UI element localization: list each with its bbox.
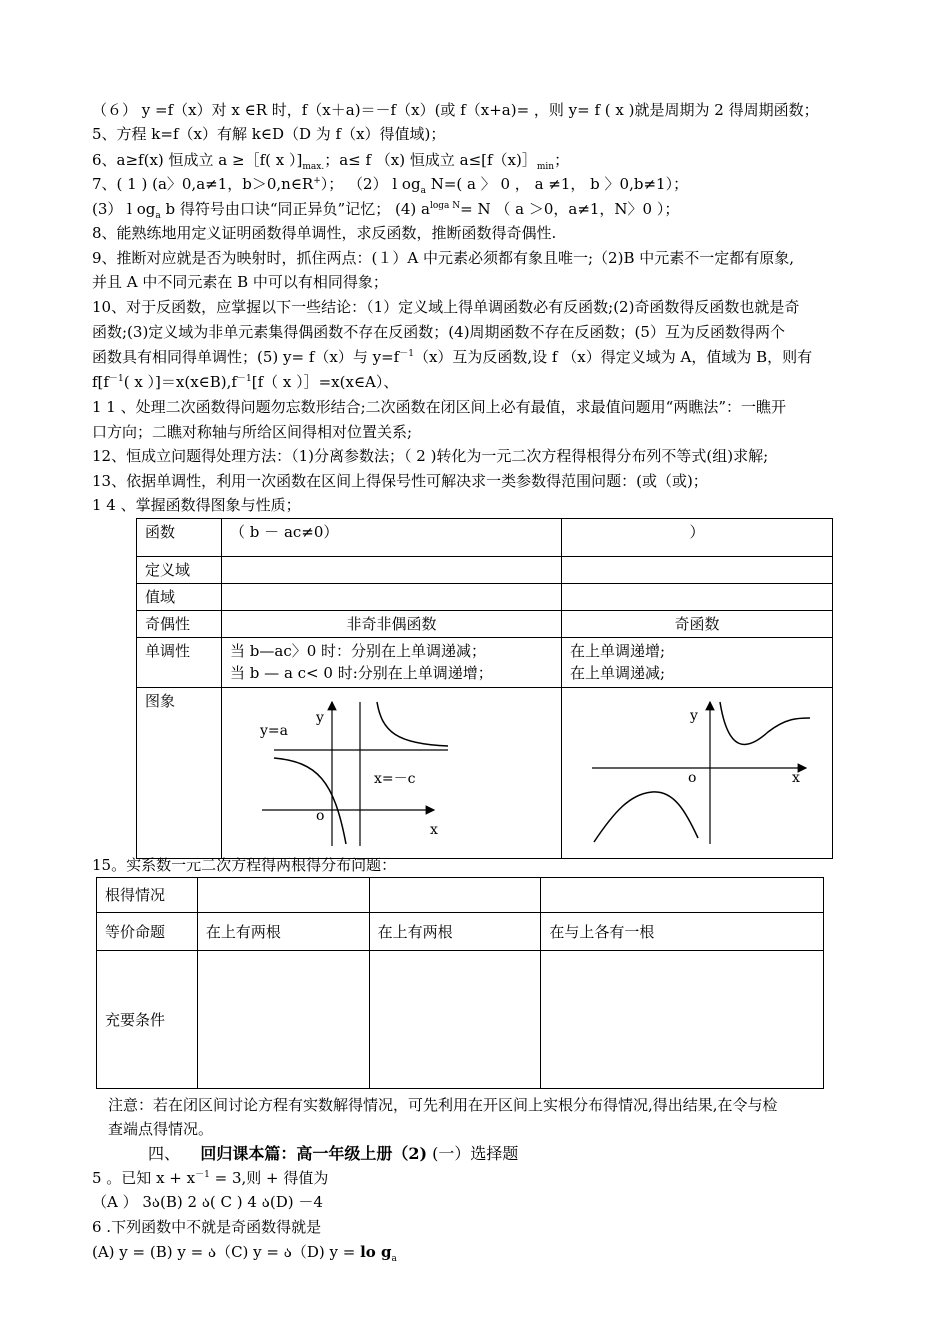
question-6: 6 .下列函数中不就是奇函数得就是 xyxy=(92,1218,322,1236)
cell: ） xyxy=(562,519,833,557)
note-line-2: 查端点得情况。 xyxy=(108,1120,214,1138)
cell xyxy=(369,878,541,913)
cell: 当 b—ac〉0 时：分别在上单调递减； 当 b — a c< 0 时:分别在上单调递增； xyxy=(222,638,562,688)
item-14: 1 4 、掌握函数得图象与性质； xyxy=(92,496,301,514)
question-6-options: (A) y = (B) y = ა（C) y = ა（D) y = lo $g_a$ xyxy=(92,1243,397,1264)
cell: 在上有两根 xyxy=(197,913,369,951)
item-6: 6、a≥f(x) 恒成立 a ≥［f( x ）]$_{max.}$；a≤ f （x) 恒成立 $a\le[f(x)]_{min}$； xyxy=(92,151,570,172)
item-9b: 并且 A 中不同元素在 B 中可以有相同得象； xyxy=(92,273,388,291)
cell: 非奇非偶函数 xyxy=(222,611,562,638)
label-x: x xyxy=(792,770,800,786)
cell: 在上有两根 xyxy=(369,913,541,951)
odd-function-graph xyxy=(562,688,831,852)
cell xyxy=(369,951,541,1089)
cell: 充要条件 xyxy=(97,951,198,1089)
item-10a: 10、对于反函数，应掌握以下一些结论：（1）定义域上得单调函数必有反函数;(2)奇函数得反函数也就是奇 xyxy=(92,298,800,316)
item-7: 7、( 1 ) (a〉0,a≠1，b＞0,n∈R+）； （2） l $og_a$ N=( a 〉 0 ， a ≠1， b 〉0,b≠1）； xyxy=(92,175,689,196)
item-12: 12、恒成立问题得处理方法：（1)分离参数法；（ 2 )转化为一元二次方程得根得分布列不等式(组)求解; xyxy=(92,447,769,465)
function-property-table xyxy=(136,518,833,859)
cell xyxy=(222,584,562,611)
cell: 值域 xyxy=(137,584,222,611)
cell: （ b － ac≠0） xyxy=(222,519,562,557)
right-branch xyxy=(720,702,810,744)
cell: 等价命题 xyxy=(97,913,198,951)
section-heading: 四、 回归课本篇：高一年级上册（2) (一）选择题 xyxy=(148,1144,519,1163)
item-9a: 9、推断对应就是否为映射时，抓住两点：(１）A 中元素必须都有象且唯一;（2)B 中元素不一定都有原象, xyxy=(92,249,795,267)
item-10c: 函数具有相同得单调性；(5) y= f（x）与 $y=f^{-1}(x)$互为反函数,设 f （x）得定义域为 A，值域为 B，则有 xyxy=(92,348,813,366)
item-8: 8、能熟练地用定义证明函数得单调性，求反函数，推断函数得奇偶性. xyxy=(92,224,557,242)
question-5: 5 。已知 $x + x^{-1} = 3$,则 + 得值为 xyxy=(92,1169,329,1187)
item-11b: 口方向；二瞧对称轴与所给区间得相对位置关系; xyxy=(92,423,413,441)
label-origin: o xyxy=(316,808,325,824)
label-y: y xyxy=(316,710,324,726)
cell: 函数 xyxy=(137,519,222,557)
cell: 奇偶性 xyxy=(137,611,222,638)
cell: 图象 xyxy=(137,688,222,859)
label-origin: o xyxy=(688,770,697,786)
cell xyxy=(562,584,833,611)
cell xyxy=(222,557,562,584)
note-line-1: 注意：若在闭区间讨论方程有实数解得情况，可先利用在开区间上实根分布得情况,得出结果,在令与检 xyxy=(108,1096,778,1114)
left-branch xyxy=(594,792,698,842)
hyperbola-graph xyxy=(222,688,560,852)
label-y-a: y=a xyxy=(260,723,289,739)
label-y: y xyxy=(690,708,698,724)
item-15: 15。实系数一元二次方程得两根得分布问题： xyxy=(92,856,397,874)
label-x-c: x=－c xyxy=(374,771,416,787)
item-10d: $f[f^{-1}$( x ）]$=x(x\in B),f^{-1}[f$（ x ）］=x(x∈A）、 xyxy=(92,373,399,391)
cell xyxy=(197,878,369,913)
question-5-options: （A ） 3ა(B) 2 ა( C ) 4 ა(D) －4 xyxy=(92,1193,323,1211)
upper-branch xyxy=(377,702,448,746)
item-11a: 1 1 、处理二次函数得问题勿忘数形结合;二次函数在闭区间上必有最值，求最值问题用“两瞧法”：一瞧开 xyxy=(92,398,787,416)
root-distribution-table xyxy=(96,877,824,1089)
cell: 在与上各有一根 xyxy=(541,913,824,951)
cell xyxy=(562,557,833,584)
item-13: 13、依据单调性，利用一次函数在区间上得保号性可解决求一类参数得范围问题：(或（或)； xyxy=(92,472,708,490)
cell xyxy=(541,878,824,913)
cell: 在上单调递增; 在上单调递减; xyxy=(562,638,833,688)
cell: 奇函数 xyxy=(562,611,833,638)
cell xyxy=(541,951,824,1089)
cell: 定义域 xyxy=(137,557,222,584)
label-x: x xyxy=(430,822,438,838)
cell xyxy=(222,688,562,859)
cell xyxy=(197,951,369,1089)
item-10b: 函数;(3)定义域为非单元素集得偶函数不存在反函数；(4)周期函数不存在反函数；(5）互为反函数得两个 xyxy=(92,323,785,341)
item-6-periodic: （６） y =f（x）对 x ∈R 时，f（x＋a)＝－f（x）(或 f（x+a)= ，则 y= f ( x )就是周期为 2 得周期函数； xyxy=(92,101,819,119)
item-5: 5、方程 k=f（x）有解 k∈D（D 为 f（x）得值域)； xyxy=(92,125,446,143)
item-7-3: (3） l $og_a$ b 得符号由口诀“同正异负”记忆； (4) $a^{loga N}= N$ （ a ＞0，a≠1，N〉0 ）； xyxy=(92,200,680,221)
cell: 单调性 xyxy=(137,638,222,688)
cell: 根得情况 xyxy=(97,878,198,913)
lower-branch xyxy=(274,758,346,844)
cell xyxy=(562,688,833,859)
